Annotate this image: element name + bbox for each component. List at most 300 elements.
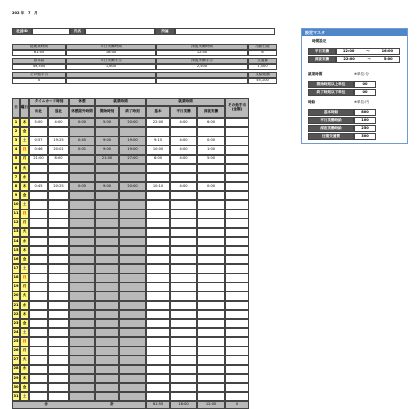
cell-basic[interactable] — [146, 310, 170, 319]
cell-night-work[interactable] — [197, 328, 225, 337]
cell-clock-out[interactable] — [48, 164, 69, 173]
summary-label: 平日実働時間 — [66, 44, 156, 50]
cell-end — [119, 365, 146, 374]
cell-clock-in[interactable] — [29, 228, 48, 237]
totals-label-left: 合 — [44, 402, 48, 407]
cell-clock-in[interactable] — [29, 337, 48, 346]
cell-night-work[interactable] — [197, 228, 225, 237]
cell-night-work[interactable] — [197, 374, 225, 383]
dept-field[interactable] — [175, 28, 275, 35]
cell-night-work[interactable]: 5:00 — [197, 155, 225, 164]
cell-start — [95, 319, 119, 328]
cell-other[interactable] — [225, 365, 249, 374]
cell-weekday-work[interactable] — [170, 365, 197, 374]
night-end-value: 5:00 — [383, 56, 393, 61]
cell-day: 2 — [12, 127, 20, 136]
cell-night-work[interactable] — [197, 264, 225, 273]
cell-other[interactable] — [225, 218, 249, 227]
summary-label: 深夜実働手当 — [156, 58, 248, 64]
cell-night-work[interactable] — [197, 218, 225, 227]
cell-weekday: 金 — [20, 127, 29, 136]
cell-clock-out[interactable] — [48, 200, 69, 209]
cell-weekday-work[interactable] — [170, 355, 197, 364]
cell-other[interactable] — [225, 282, 249, 291]
cell-start — [95, 355, 119, 364]
cell-clock-out[interactable] — [48, 319, 69, 328]
night-hours-field[interactable] — [336, 56, 400, 63]
cell-basic[interactable] — [146, 301, 170, 310]
cell-clock-out[interactable] — [48, 346, 69, 355]
cell-weekday-work[interactable] — [170, 301, 197, 310]
cell-end — [119, 328, 146, 337]
cell-end — [119, 355, 146, 364]
cell-clock-out[interactable] — [48, 246, 69, 255]
cell-clock-out[interactable] — [48, 374, 69, 383]
cell-other[interactable] — [225, 200, 249, 209]
cell-basic[interactable]: 9:15 — [146, 136, 170, 145]
cell-break — [69, 173, 95, 182]
cell-weekday-work[interactable] — [170, 255, 197, 264]
col-night-work-header: 深夜実働 — [197, 106, 225, 118]
summary-value: 12:00 — [156, 50, 248, 56]
cell-weekday-work[interactable] — [170, 346, 197, 355]
cell-day: 23 — [12, 319, 20, 328]
cell-start — [95, 218, 119, 227]
cell-other[interactable] — [225, 191, 249, 200]
cell-start — [95, 346, 119, 355]
cell-basic[interactable] — [146, 346, 170, 355]
cell-other[interactable] — [225, 392, 249, 401]
cell-break — [69, 264, 95, 273]
cell-clock-out[interactable] — [48, 209, 69, 218]
cell-basic[interactable] — [146, 291, 170, 300]
cell-basic[interactable] — [146, 282, 170, 291]
cell-basic[interactable] — [146, 365, 170, 374]
cell-day: 31 — [12, 392, 20, 401]
cell-other[interactable] — [225, 164, 249, 173]
cell-basic[interactable] — [146, 127, 170, 136]
name-label: 氏名 — [70, 28, 85, 35]
cell-clock-in[interactable] — [29, 374, 48, 383]
cell-clock-in[interactable]: 0:45 — [29, 182, 48, 191]
wage-setting-value[interactable]: 800 — [354, 109, 376, 116]
cell-break — [69, 392, 95, 401]
cell-clock-in[interactable]: 5:00 — [29, 118, 48, 127]
cell-other[interactable] — [225, 118, 249, 127]
cell-other[interactable] — [225, 273, 249, 282]
cell-end: 20:00 — [119, 118, 146, 127]
summary-value: 2,500 — [156, 64, 248, 70]
cell-night-work[interactable] — [197, 346, 225, 355]
cell-basic[interactable] — [146, 191, 170, 200]
cell-clock-out[interactable] — [48, 282, 69, 291]
cell-basic[interactable] — [146, 319, 170, 328]
cell-other[interactable] — [225, 182, 249, 191]
cell-basic[interactable] — [146, 200, 170, 209]
cell-basic[interactable] — [146, 164, 170, 173]
cell-weekday-work[interactable] — [170, 282, 197, 291]
cell-night-work[interactable] — [197, 301, 225, 310]
cell-other[interactable] — [225, 383, 249, 392]
cell-clock-in[interactable] — [29, 200, 48, 209]
cell-end — [119, 200, 146, 209]
cell-basic[interactable]: 8:00 — [146, 155, 170, 164]
wage-unit-note: ※単位:円 — [354, 100, 370, 104]
cell-other[interactable] — [225, 155, 249, 164]
cell-weekday: 土 — [20, 136, 29, 145]
cell-start — [95, 310, 119, 319]
break-group-header: 休憩 — [69, 98, 95, 106]
cell-weekday: 木 — [20, 246, 29, 255]
cell-night-work[interactable] — [197, 337, 225, 346]
cell-clock-out[interactable] — [48, 337, 69, 346]
cell-break — [69, 337, 95, 346]
late-group-header: 就業時間 — [95, 98, 146, 106]
cell-basic[interactable] — [146, 246, 170, 255]
cell-basic[interactable] — [146, 209, 170, 218]
cell-clock-out[interactable] — [48, 173, 69, 182]
cell-clock-out[interactable] — [48, 218, 69, 227]
cell-other[interactable] — [225, 337, 249, 346]
cell-weekday: 水 — [20, 173, 29, 182]
cell-break — [69, 328, 95, 337]
cell-end — [119, 218, 146, 227]
dept-label: 所属 — [155, 28, 175, 35]
cell-weekday: 火 — [20, 291, 29, 300]
cell-weekday-work[interactable] — [170, 328, 197, 337]
cell-start — [95, 209, 119, 218]
cell-night-work[interactable] — [197, 291, 225, 300]
cell-clock-out[interactable] — [48, 127, 69, 136]
cell-break: 0:00 — [69, 118, 95, 127]
cell-basic[interactable] — [146, 237, 170, 246]
cell-other[interactable] — [225, 246, 249, 255]
cell-basic[interactable]: 22:00 — [146, 118, 170, 127]
cell-other[interactable] — [225, 127, 249, 136]
cell-clock-in[interactable] — [29, 392, 48, 401]
cell-basic[interactable] — [146, 328, 170, 337]
cell-day: 25 — [12, 337, 20, 346]
cell-weekday-work[interactable]: 4:00 — [170, 182, 197, 191]
work-group-header: 就業時間 — [146, 98, 225, 106]
wage-setting-label: 深夜実働時給 — [308, 125, 354, 132]
cell-weekday-work[interactable] — [170, 209, 197, 218]
summary-label: 支給総額 — [248, 72, 277, 78]
cell-end — [119, 319, 146, 328]
cell-basic[interactable] — [146, 337, 170, 346]
cell-break — [69, 383, 95, 392]
cell-basic[interactable]: 10:00 — [146, 145, 170, 154]
cell-basic[interactable] — [146, 255, 170, 264]
cell-weekday: 日 — [20, 145, 29, 154]
cell-start — [95, 383, 119, 392]
cell-other[interactable] — [225, 209, 249, 218]
employee-id-field[interactable] — [32, 28, 70, 35]
cell-clock-in[interactable] — [29, 319, 48, 328]
cell-start — [95, 228, 119, 237]
wage-setting-value[interactable]: 100 — [354, 117, 376, 124]
cell-weekday: 月 — [20, 218, 29, 227]
wage-setting-value[interactable]: 300 — [354, 133, 376, 140]
cell-day: 13 — [12, 228, 20, 237]
cell-other[interactable] — [225, 237, 249, 246]
cell-clock-in[interactable] — [29, 273, 48, 282]
cell-other[interactable] — [225, 228, 249, 237]
cell-weekday: 水 — [20, 237, 29, 246]
cell-clock-out[interactable] — [48, 228, 69, 237]
cell-night-work[interactable] — [197, 355, 225, 364]
cell-break — [69, 155, 95, 164]
cell-clock-out[interactable] — [48, 301, 69, 310]
cell-clock-out[interactable] — [48, 310, 69, 319]
title-year: 202 年 7 月 — [12, 11, 38, 15]
cell-clock-out[interactable] — [48, 328, 69, 337]
cell-basic[interactable] — [146, 273, 170, 282]
cell-weekday-work[interactable] — [170, 392, 197, 401]
cell-weekday-work[interactable] — [170, 237, 197, 246]
cell-start — [95, 237, 119, 246]
cell-clock-in[interactable] — [29, 164, 48, 173]
work-setting-value[interactable]: 00 — [354, 81, 376, 88]
cell-start: 9:00 — [95, 182, 119, 191]
cell-weekday-work[interactable] — [170, 264, 197, 273]
cell-weekday-work[interactable]: 4:00 — [170, 136, 197, 145]
cell-end: 27:00 — [119, 155, 146, 164]
work-setting-label: 終了時刻以下単位 — [308, 89, 354, 96]
name-field[interactable] — [85, 28, 155, 35]
cell-start — [95, 328, 119, 337]
cell-clock-out[interactable] — [48, 365, 69, 374]
cell-other[interactable] — [225, 328, 249, 337]
cell-night-work[interactable]: 0:00 — [197, 182, 225, 191]
cell-weekday-work[interactable] — [170, 228, 197, 237]
cell-other[interactable] — [225, 374, 249, 383]
cell-weekday: 金 — [20, 255, 29, 264]
cell-night-work[interactable] — [197, 273, 225, 282]
cell-weekday-work[interactable] — [170, 374, 197, 383]
cell-clock-in[interactable] — [29, 237, 48, 246]
cell-other[interactable] — [225, 301, 249, 310]
work-section-title: 就業時間 — [308, 72, 323, 76]
cell-break — [69, 209, 95, 218]
cell-weekday-work[interactable] — [170, 291, 197, 300]
cell-weekday-work[interactable] — [170, 173, 197, 182]
cell-day: 19 — [12, 282, 20, 291]
summary-value: 6 — [248, 50, 277, 56]
cell-weekday: 土 — [20, 200, 29, 209]
cell-break — [69, 291, 95, 300]
cell-clock-in[interactable] — [29, 218, 48, 227]
cell-start — [95, 392, 119, 401]
cell-other[interactable] — [225, 319, 249, 328]
cell-clock-in[interactable] — [29, 301, 48, 310]
cell-other[interactable] — [225, 346, 249, 355]
cell-end — [119, 255, 146, 264]
cell-other[interactable] — [225, 173, 249, 182]
wage-setting-value[interactable]: 250 — [354, 125, 376, 132]
night-hours-label: 深夜実働 — [308, 56, 336, 63]
cell-weekday-work[interactable] — [170, 319, 197, 328]
cell-clock-in[interactable] — [29, 282, 48, 291]
cell-other[interactable] — [225, 355, 249, 364]
summary-value: 0 — [12, 78, 66, 84]
cell-clock-in[interactable] — [29, 310, 48, 319]
cell-day: 27 — [12, 355, 20, 364]
cell-weekday-work[interactable]: 4:00 — [170, 145, 197, 154]
cell-basic[interactable] — [146, 355, 170, 364]
cell-weekday-work[interactable] — [170, 246, 197, 255]
cell-start — [95, 127, 119, 136]
cell-clock-out[interactable] — [48, 392, 69, 401]
cell-weekday-work[interactable] — [170, 200, 197, 209]
cell-other[interactable] — [225, 145, 249, 154]
cell-weekday: 金 — [20, 383, 29, 392]
cell-basic[interactable] — [146, 228, 170, 237]
cell-weekday: 火 — [20, 355, 29, 364]
timecard-group-header: タイムカード時刻 — [29, 98, 69, 106]
weekday-end-value: 16:00 — [381, 48, 394, 53]
col-end-header: 終了時刻 — [119, 106, 146, 118]
cell-day: 18 — [12, 273, 20, 282]
cell-basic[interactable] — [146, 173, 170, 182]
summary-value: 16:00 — [66, 50, 156, 56]
cell-night-work[interactable] — [197, 173, 225, 182]
cell-day: 17 — [12, 264, 20, 273]
cell-night-work[interactable]: 6:00 — [197, 118, 225, 127]
cell-clock-out[interactable]: 19:25 — [48, 136, 69, 145]
cell-clock-out[interactable]: 20:25 — [48, 182, 69, 191]
cell-night-work[interactable] — [197, 310, 225, 319]
cell-weekday-work[interactable] — [170, 191, 197, 200]
summary-value: 49,500 — [12, 64, 66, 70]
cell-basic[interactable] — [146, 383, 170, 392]
cell-clock-out[interactable] — [48, 355, 69, 364]
cell-weekday-work[interactable] — [170, 310, 197, 319]
cell-night-work[interactable] — [197, 209, 225, 218]
cell-clock-out[interactable] — [48, 291, 69, 300]
cell-weekday-work[interactable] — [170, 164, 197, 173]
cell-weekday-work[interactable] — [170, 218, 197, 227]
settings-panel — [301, 28, 408, 144]
cell-night-work[interactable] — [197, 319, 225, 328]
cell-night-work[interactable] — [197, 127, 225, 136]
cell-clock-out[interactable] — [48, 255, 69, 264]
wage-section-title: 時給 — [308, 100, 316, 104]
cell-clock-in[interactable] — [29, 173, 48, 182]
cell-clock-in[interactable]: 0:57 — [29, 136, 48, 145]
cell-basic[interactable] — [146, 218, 170, 227]
work-setting-value[interactable]: 00 — [354, 89, 376, 96]
cell-night-work[interactable] — [197, 246, 225, 255]
cell-night-work[interactable] — [197, 383, 225, 392]
cell-clock-in[interactable] — [29, 365, 48, 374]
cell-basic[interactable] — [146, 392, 170, 401]
cell-other[interactable] — [225, 291, 249, 300]
cell-clock-out[interactable]: 8:00 — [48, 155, 69, 164]
cell-clock-out[interactable] — [48, 264, 69, 273]
cell-weekday-work[interactable] — [170, 273, 197, 282]
weekday-hours-field[interactable] — [336, 48, 400, 55]
cell-start — [95, 374, 119, 383]
cell-clock-in[interactable] — [29, 328, 48, 337]
cell-day: 29 — [12, 374, 20, 383]
cell-night-work[interactable] — [197, 191, 225, 200]
cell-weekday-work[interactable] — [170, 383, 197, 392]
cell-weekday: 日 — [20, 273, 29, 282]
cell-clock-out[interactable] — [48, 191, 69, 200]
cell-clock-out[interactable] — [48, 237, 69, 246]
totals-label — [12, 401, 146, 409]
cell-clock-out[interactable]: 20:01 — [48, 145, 69, 154]
cell-clock-in[interactable] — [29, 383, 48, 392]
cell-day: 11 — [12, 209, 20, 218]
cell-clock-in[interactable] — [29, 291, 48, 300]
cell-weekday-work[interactable]: 4:00 — [170, 155, 197, 164]
cell-night-work[interactable] — [197, 365, 225, 374]
cell-basic[interactable] — [146, 264, 170, 273]
cell-night-work[interactable] — [197, 255, 225, 264]
cell-basic[interactable] — [146, 374, 170, 383]
cell-other[interactable] — [225, 310, 249, 319]
cell-basic[interactable]: 10:10 — [146, 182, 170, 191]
cell-night-work[interactable]: 1:00 — [197, 145, 225, 154]
cell-start: 21:00 — [95, 155, 119, 164]
cell-weekday: 月 — [20, 155, 29, 164]
cell-weekday: 金 — [20, 191, 29, 200]
summary-label: 平日実働手当 — [66, 58, 156, 64]
cell-weekday: 土 — [20, 392, 29, 401]
cell-clock-out[interactable] — [48, 383, 69, 392]
cell-night-work[interactable] — [197, 200, 225, 209]
cell-clock-out[interactable]: 4:00 — [48, 118, 69, 127]
cell-clock-in[interactable] — [29, 191, 48, 200]
cell-clock-in[interactable] — [29, 264, 48, 273]
cell-night-work[interactable]: 0:00 — [197, 136, 225, 145]
cell-clock-in[interactable] — [29, 246, 48, 255]
cell-break — [69, 246, 95, 255]
cell-weekday-work[interactable]: 4:00 — [170, 118, 197, 127]
cell-day: 30 — [12, 383, 20, 392]
cell-clock-in[interactable] — [29, 255, 48, 264]
cell-clock-out[interactable] — [48, 273, 69, 282]
cell-clock-in[interactable] — [29, 209, 48, 218]
cell-clock-in[interactable]: 21:00 — [29, 155, 48, 164]
cell-other[interactable] — [225, 255, 249, 264]
cell-night-work[interactable] — [197, 237, 225, 246]
cell-weekday-work[interactable] — [170, 127, 197, 136]
cell-weekday: 木 — [20, 182, 29, 191]
cell-clock-in[interactable]: 0:46 — [29, 145, 48, 154]
cell-day: 15 — [12, 246, 20, 255]
cell-start — [95, 173, 119, 182]
cell-clock-in[interactable] — [29, 346, 48, 355]
cell-night-work[interactable] — [197, 164, 225, 173]
totals-label-right: 計 — [110, 402, 114, 407]
cell-end — [119, 264, 146, 273]
cell-weekday-work[interactable] — [170, 337, 197, 346]
cell-start — [95, 246, 119, 255]
cell-night-work[interactable] — [197, 282, 225, 291]
cell-break — [69, 218, 95, 227]
cell-night-work[interactable] — [197, 392, 225, 401]
col-basic-header: 基本 — [146, 106, 170, 118]
cell-break — [69, 200, 95, 209]
cell-other[interactable] — [225, 264, 249, 273]
cell-day: 28 — [12, 365, 20, 374]
cell-clock-in[interactable] — [29, 127, 48, 136]
cell-clock-in[interactable] — [29, 355, 48, 364]
cell-other[interactable] — [225, 136, 249, 145]
